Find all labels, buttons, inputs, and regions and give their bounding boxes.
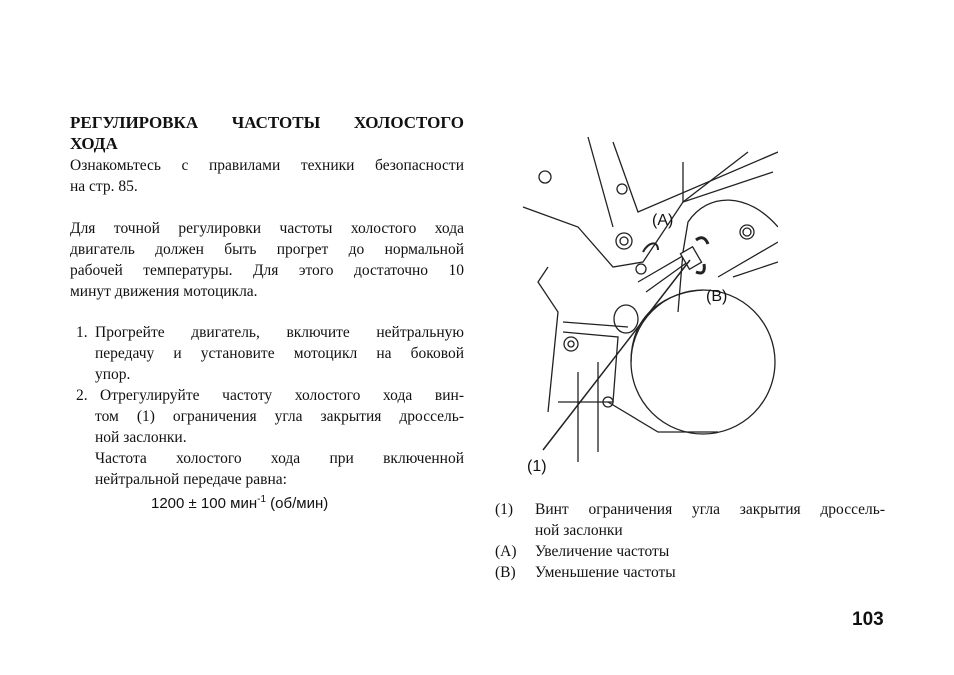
heading-line: РЕГУЛИРОВКА ЧАСТОТЫ ХОЛОСТОГО xyxy=(70,113,464,132)
step-number: 1. xyxy=(76,324,88,341)
label-b: (B) xyxy=(706,288,728,305)
intro-line: минут движения мотоцикла. xyxy=(70,283,258,300)
label-a: (A) xyxy=(652,212,674,229)
legend-text: Уменьшение частоты xyxy=(535,564,676,581)
safety-note-line: на стр. 85. xyxy=(70,178,138,195)
step-line: Отрегулируйте частоту холостого хода вин- xyxy=(100,387,464,404)
legend-text: Винт ограничения угла закрытия дроссель- xyxy=(535,501,885,518)
page-number: 103 xyxy=(852,609,884,630)
step-line: передачу и установите мотоцикл на боковой xyxy=(95,345,464,362)
safety-note-line: Ознакомьтесь с правилами техники безопасности xyxy=(70,157,464,174)
throttle-stop-screw-illustration xyxy=(518,132,778,482)
step-line: упор. xyxy=(95,366,131,383)
step-line: Частота холостого хода при включенной xyxy=(95,450,464,467)
step-line: ной заслонки. xyxy=(95,429,187,446)
intro-line: двигатель должен быть прогрет до нормальной xyxy=(70,241,464,258)
formula-exponent: -1 xyxy=(257,494,267,505)
intro-line: рабочей температуры. Для этого достаточно 10 xyxy=(70,262,464,279)
label-1: (1) xyxy=(527,458,547,475)
intro-line: Для точной регулировки частоты холостого хода xyxy=(70,220,464,237)
idle-speed-formula xyxy=(151,489,328,514)
formula-value: 1200 ± 100 мин xyxy=(151,495,258,512)
legend-key: (B) xyxy=(495,564,516,581)
formula-unit: (об/мин) xyxy=(266,495,329,512)
step-line: нейтральной передаче равна: xyxy=(95,471,287,488)
legend-text: Увеличение частоты xyxy=(535,543,670,560)
step-line: Прогрейте двигатель, включите нейтральную xyxy=(95,324,464,341)
step-number: 2. xyxy=(76,387,88,404)
legend-text: ной заслонки xyxy=(535,522,623,539)
step-line: том (1) ограничения угла закрытия дроссель- xyxy=(95,408,464,425)
legend-key: (A) xyxy=(495,543,517,560)
legend-key: (1) xyxy=(495,501,514,518)
heading-line: ХОДА xyxy=(70,134,118,153)
